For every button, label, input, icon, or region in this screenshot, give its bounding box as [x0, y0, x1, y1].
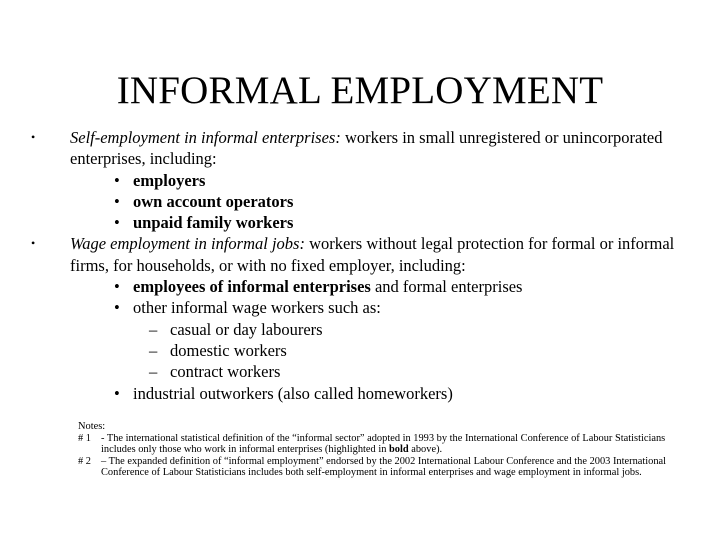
bullet-marker: • [114, 170, 120, 190]
sub-bullet-label: unpaid family workers [133, 213, 294, 233]
note-text: – The expanded definition of “informal employment” endorsed by the 2002 International Labour Conference and the 2003 International Conference of Labour Statisticians includes both self-employment in informal enterprises and wage employment in informal jobs. [101, 455, 667, 479]
sub-sub-bullet-label: domestic workers [170, 340, 287, 360]
dash-marker: – [149, 362, 158, 382]
bullet-lead: Wage employment in informal jobs: [70, 234, 305, 254]
dash-marker: – [149, 340, 158, 360]
note-text: - The international statistical definition of the “informal sector” adopted in 1993 by the International Conference of Labour Statisticians includes only those who work in informal enterprises (highlighted in [101, 432, 666, 456]
bullet-marker: • [114, 277, 120, 297]
sub-bullet-unpaid-family-workers [0, 212, 720, 233]
sub-sub-bullet-contract-workers [0, 361, 720, 382]
sub-bullet-rest: and formal enterprises [370, 277, 523, 297]
sub-bullet-other-informal-wage-workers [0, 297, 720, 318]
dash-marker: – [149, 319, 158, 339]
note-2 [78, 456, 678, 479]
sub-bullet-label: other informal wage workers such as: [133, 298, 381, 318]
sub-bullet-bold: employees of informal enterprises [133, 277, 371, 297]
bullet-wage-employment [0, 233, 720, 276]
sub-sub-bullet-domestic-workers [0, 340, 720, 361]
sub-bullet-industrial-outworkers [0, 383, 720, 404]
note-1 [78, 433, 678, 456]
bullet-lead: Self-employment in informal enterprises: [70, 128, 341, 147]
bullet-text: workers in small unregistered or unincorporated enterprises, including: [70, 128, 663, 169]
bullet-marker: • [114, 213, 120, 233]
bullet-marker: • [31, 130, 36, 144]
notes-heading: Notes: [78, 421, 106, 432]
sub-sub-bullet-label: contract workers [170, 362, 281, 382]
note-number: # 2 [78, 455, 91, 467]
sub-bullet-employees-informal [0, 276, 720, 297]
sub-bullet-label: industrial outworkers (also called homeworkers) [133, 383, 453, 403]
bullet-marker: • [114, 383, 120, 403]
bullet-text: workers without legal protection for formal or informal firms, for households, or with no fixed employer, including: [70, 234, 675, 275]
slide-title: INFORMAL EMPLOYMENT [116, 69, 604, 112]
note-number: # 1 [78, 432, 91, 444]
notes-section [78, 421, 678, 479]
slide-body [0, 127, 720, 404]
bullet-marker: • [114, 191, 120, 211]
note-bold: bold [389, 444, 409, 456]
note-text-end: above). [408, 444, 443, 456]
sub-sub-bullet-label: casual or day labourers [170, 319, 323, 339]
sub-bullet-employers [0, 170, 720, 191]
sub-bullet-label: employers [133, 170, 206, 190]
bullet-marker: • [31, 236, 36, 251]
bullet-self-employment [0, 127, 720, 170]
sub-bullet-label: own account operators [133, 191, 294, 211]
sub-sub-bullet-casual-labourers [0, 319, 720, 340]
bullet-marker: • [114, 298, 120, 318]
sub-bullet-own-account-operators [0, 191, 720, 212]
